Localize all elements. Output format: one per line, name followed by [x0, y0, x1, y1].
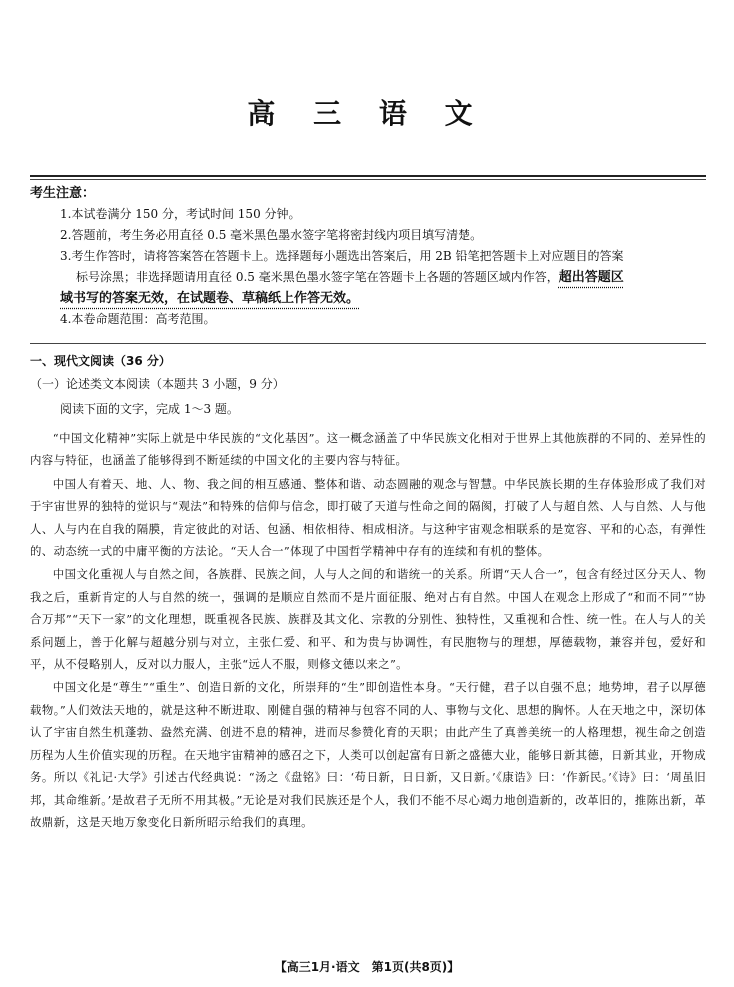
section-subheading: （一）论述类文本阅读（本题共 3 小题，9 分） — [30, 377, 285, 391]
page-title: 高 三 语 文 — [247, 97, 487, 130]
notice-item — [60, 267, 710, 288]
section-heading: 一、现代文阅读（36 分） — [30, 354, 171, 368]
passage-paragraph: “中国文化精神”实际上就是中华民族的“文化基因”。这一概念涵盖了中华民族文化相对于世界上其他族群的不同的、差异性的内容与特征，也涵盖了能够得到不断延续的中国文化的主要内容与特征。 — [30, 431, 706, 468]
passage-paragraph: 中国人有着天、地、人、物、我之间的相互感通、整体和谐、动态圆融的观念与智慧。中华民族长期的生存体验形成了我们对于宇宙世界的独特的觉识与“观法”和特殊的信仰与信念，即打破了天道与性命之间的隔阂，打破了人与超自然、人与自然、人与他人、人与内在自我的隔膜，肯定彼此的对话、包涵、相依相待、相成相济。与这种宇宙观念相联系的是宽容、平和的心态，有弹性的、动态统一式的中庸平衡的方法论。“天人合一”体现了中国哲学精神中存有的连续和有机的整体。 — [30, 476, 706, 559]
notice-item: 4.本卷命题范围：高考范围。 — [60, 312, 216, 326]
header-rule — [30, 175, 706, 177]
passage-paragraph: 中国文化是“尊生”“重生”、创造日新的文化，所崇拜的“生”即创造性本身。“天行健，君子以自强不息；地势坤，君子以厚德载物。”人们效法天地的，就是这种不断进取、刚健自强的精神与包容不同的人、事物与文化、思想的胸怀。人在天地之中，深切体认了宇宙自然生机蓬勃、盎然充满、创进不息的精神，进而尽参赞化育的天职；由此产生了真善美统一的人格理想，视生命之创造历程为人生价值实现的历程。在天地宇宙精神的感召之下，人类可以创起富有日新之盛德大业，能够日新其德，日新其业，开物成务。所以《礼记·大学》引述古代经典说：“汤之《盘铭》曰：‘苟日新，日日新，又日新。’《康诰》曰：‘作新民。’《诗》曰：‘周虽旧邦，其命维新。’是故君子无所不用其极。”无论是对我们民族还是个人，我们不能不尽心竭力地创造新的，改革旧的，推陈出新，革故鼎新，这是天地万象变化日新所昭示给我们的真理。 — [30, 680, 706, 829]
notice-item: 3.考生作答时，请将答案答在答题卡上。选择题每小题选出答案后，用 2B 铅笔把答题卡上对应题目的答案 — [60, 249, 624, 263]
notice-list — [60, 204, 710, 330]
reading-instruction: 阅读下面的文字，完成 1～3 题。 — [60, 402, 239, 416]
page-footer: 【高三1月·语文 第1页(共8页)】 — [274, 960, 460, 974]
notice-item-continued — [60, 288, 710, 309]
header-rule-thin — [30, 179, 706, 180]
notice-emphasis: 域书写的答案无效，在试题卷、草稿纸上作答无效。 — [60, 291, 360, 306]
reading-passage — [30, 427, 706, 834]
notice-item-text: 标号涂黑；非选择题请用直径 0.5 毫米黑色墨水签字笔在答题卡上各题的答题区域内作答， — [76, 270, 559, 284]
section-rule — [30, 343, 706, 344]
notice-item: 2.答题前，考生务必用直径 0.5 毫米黑色墨水签字笔将密封线内项目填写清楚。 — [60, 228, 483, 242]
notice-item: 1.本试卷满分 150 分，考试时间 150 分钟。 — [60, 207, 301, 221]
passage-paragraph: 中国文化重视人与自然之间，各族群、民族之间，人与人之间的和谐统一的关系。所谓“天人合一”，包含有经过区分天人、物我之后，重新肯定的人与自然的统一，强调的是顺应自然而不是片面征服、绝对占有自然。中国人在观念上形成了“和而不同”“协合万邦”“天下一家”的文化理想，既重视各民族、族群及其文化、宗教的分别性、独特性，又重视和合性、统一性。在人与人的关系问题上，善于化解与超越分别与对立，主张仁爱、和平、和为贵与协调性，有民胞物与的理想，厚德载物，兼容并包，爱好和平，从不侵略别人，反对以力服人，主张“远人不服，则修文德以来之”。 — [30, 567, 706, 672]
notice-emphasis: 超出答题区 — [558, 270, 624, 285]
notice-heading: 考生注意： — [30, 186, 96, 201]
